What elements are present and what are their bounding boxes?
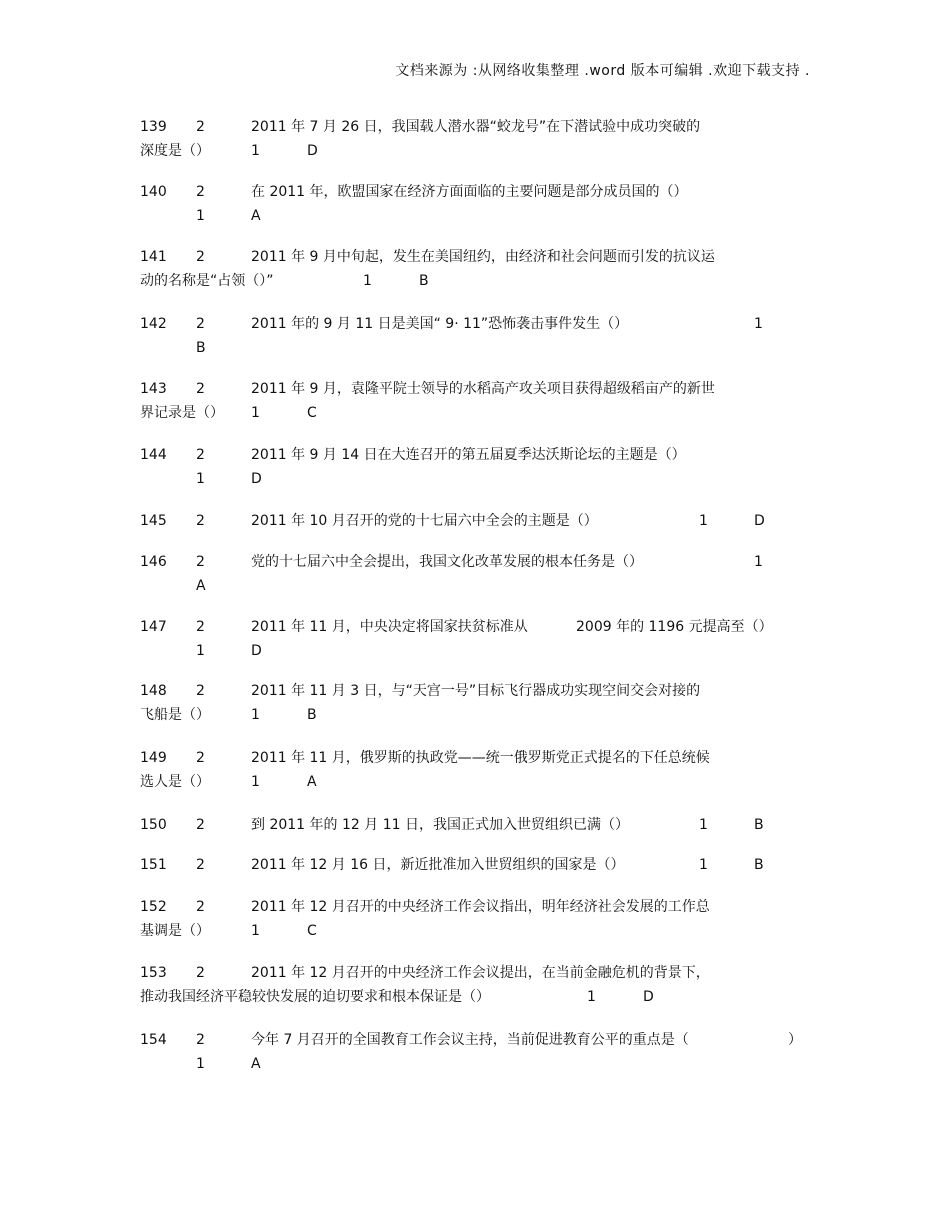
- question-text: 到 2011 年的 12 月 11 日，我国正式加入世贸组织已满（）: [251, 817, 629, 833]
- answer-count: 1: [363, 273, 372, 289]
- question-score: 2: [196, 899, 205, 915]
- question-number: 139: [140, 119, 167, 135]
- question-item: [140, 679, 800, 727]
- question-item: [140, 115, 800, 163]
- question-item: [140, 180, 800, 228]
- answer-letter: B: [754, 817, 764, 833]
- answer-letter: C: [307, 923, 317, 939]
- question-number: 151: [140, 857, 167, 873]
- question-text: 2011 年 10 月召开的党的十七届六中全会的主题是（）: [251, 513, 598, 529]
- question-number: 148: [140, 683, 167, 699]
- question-number: 153: [140, 965, 167, 981]
- question-number: 146: [140, 554, 167, 570]
- question-item: [140, 245, 800, 293]
- question-text: 2011 年 11 月，中央决定将国家扶贫标准从: [251, 619, 528, 635]
- answer-count: 1: [196, 471, 205, 487]
- answer-count: 1: [251, 923, 260, 939]
- question-score: 2: [196, 447, 205, 463]
- answer-letter: D: [307, 143, 318, 159]
- answer-letter: B: [419, 273, 429, 289]
- answer-count: 1: [754, 554, 763, 570]
- question-text-continued: 基调是（）: [140, 923, 210, 939]
- question-score: 2: [196, 683, 205, 699]
- question-score: 2: [196, 619, 205, 635]
- question-text-continued: 动的名称是“占领（）”: [140, 273, 274, 289]
- answer-count: 1: [699, 857, 708, 873]
- question-item: [140, 377, 800, 425]
- question-score: 2: [196, 249, 205, 265]
- question-number: 142: [140, 316, 167, 332]
- answer-letter: A: [196, 578, 206, 594]
- answer-count: 1: [699, 817, 708, 833]
- answer-count: 1: [754, 316, 763, 332]
- question-number: 150: [140, 817, 167, 833]
- question-score: 2: [196, 857, 205, 873]
- answer-letter: D: [251, 471, 262, 487]
- question-text: 2011 年 11 月 3 日，与“天宫一号”目标飞行器成功实现空间交会对接的: [251, 683, 701, 699]
- question-number: 144: [140, 447, 167, 463]
- question-number: 141: [140, 249, 167, 265]
- question-item: [140, 312, 800, 360]
- answer-count: 1: [196, 643, 205, 659]
- question-text: 2011 年的 9 月 11 日是美国“ 9· 11”恐怖袭击事件发生（）: [251, 316, 629, 332]
- question-item: [140, 509, 800, 533]
- question-text-tail: 2009 年的 1196 元提高至（）: [576, 619, 773, 635]
- answer-count: 1: [251, 774, 260, 790]
- document-source-header: 文档来源为 :从网络收集整理 .word 版本可编辑 .欢迎下载支持 .: [395, 63, 810, 79]
- question-score: 2: [196, 513, 205, 529]
- question-text-continued: 选人是（）: [140, 774, 210, 790]
- question-item: [140, 1028, 800, 1076]
- question-number: 154: [140, 1032, 167, 1048]
- answer-letter: A: [251, 1056, 261, 1072]
- question-text: 2011 年 9 月 14 日在大连召开的第五届夏季达沃斯论坛的主题是（）: [251, 447, 686, 463]
- answer-letter: C: [307, 405, 317, 421]
- answer-count: 1: [251, 143, 260, 159]
- question-number: 143: [140, 381, 167, 397]
- question-text-continued: 界记录是（）: [140, 405, 224, 421]
- question-text: 2011 年 11 月，俄罗斯的执政党——统一俄罗斯党正式提名的下任总统候: [251, 750, 710, 766]
- question-text-continued: 深度是（）: [140, 143, 210, 159]
- question-item: [140, 443, 800, 491]
- question-text: 2011 年 12 月召开的中央经济工作会议提出，在当前金融危机的背景下，: [251, 965, 710, 981]
- question-item: [140, 961, 800, 1009]
- answer-count: 1: [251, 405, 260, 421]
- question-text: 党的十七届六中全会提出，我国文化改革发展的根本任务是（）: [251, 554, 643, 570]
- answer-count: 1: [699, 513, 708, 529]
- question-text: 2011 年 12 月 16 日，新近批准加入世贸组织的国家是（）: [251, 857, 625, 873]
- question-score: 2: [196, 1032, 205, 1048]
- answer-letter: D: [643, 989, 654, 1005]
- question-number: 140: [140, 184, 167, 200]
- question-text: 今年 7 月召开的全国教育工作会议主持，当前促进教育公平的重点是（: [251, 1032, 689, 1048]
- question-text: 2011 年 9 月中旬起，发生在美国纽约，由经济和社会问题而引发的抗议运: [251, 249, 715, 265]
- question-score: 2: [196, 184, 205, 200]
- question-text: 2011 年 9 月，袁隆平院士领导的水稻高产攻关项目获得超级稻亩产的新世: [251, 381, 715, 397]
- answer-letter: A: [251, 208, 261, 224]
- answer-letter: D: [251, 643, 262, 659]
- question-number: 147: [140, 619, 167, 635]
- question-item: [140, 746, 800, 794]
- question-score: 2: [196, 381, 205, 397]
- question-score: 2: [196, 817, 205, 833]
- answer-letter: D: [754, 513, 765, 529]
- answer-count: 1: [196, 1056, 205, 1072]
- question-number: 152: [140, 899, 167, 915]
- question-score: 2: [196, 316, 205, 332]
- answer-count: 1: [587, 989, 596, 1005]
- question-text-continued: 推动我国经济平稳较快发展的迫切要求和根本保证是（）: [140, 989, 490, 1005]
- question-item: [140, 895, 800, 943]
- question-text: 在 2011 年，欧盟国家在经济方面面临的主要问题是部分成员国的（）: [251, 184, 688, 200]
- question-item: [140, 615, 800, 663]
- answer-count: 1: [251, 707, 260, 723]
- question-text-tail: ）: [788, 1032, 802, 1048]
- question-score: 2: [196, 554, 205, 570]
- question-score: 2: [196, 965, 205, 981]
- answer-count: 1: [196, 208, 205, 224]
- question-text: 2011 年 12 月召开的中央经济工作会议指出，明年经济社会发展的工作总: [251, 899, 710, 915]
- question-item: [140, 813, 800, 837]
- question-item: [140, 853, 800, 877]
- question-text-continued: 飞船是（）: [140, 707, 210, 723]
- question-text: 2011 年 7 月 26 日，我国载人潜水器“蛟龙号”在下潜试验中成功突破的: [251, 119, 701, 135]
- question-item: [140, 550, 800, 598]
- question-score: 2: [196, 119, 205, 135]
- question-score: 2: [196, 750, 205, 766]
- question-number: 149: [140, 750, 167, 766]
- answer-letter: A: [307, 774, 317, 790]
- answer-letter: B: [307, 707, 317, 723]
- question-number: 145: [140, 513, 167, 529]
- answer-letter: B: [754, 857, 764, 873]
- answer-letter: B: [196, 340, 206, 356]
